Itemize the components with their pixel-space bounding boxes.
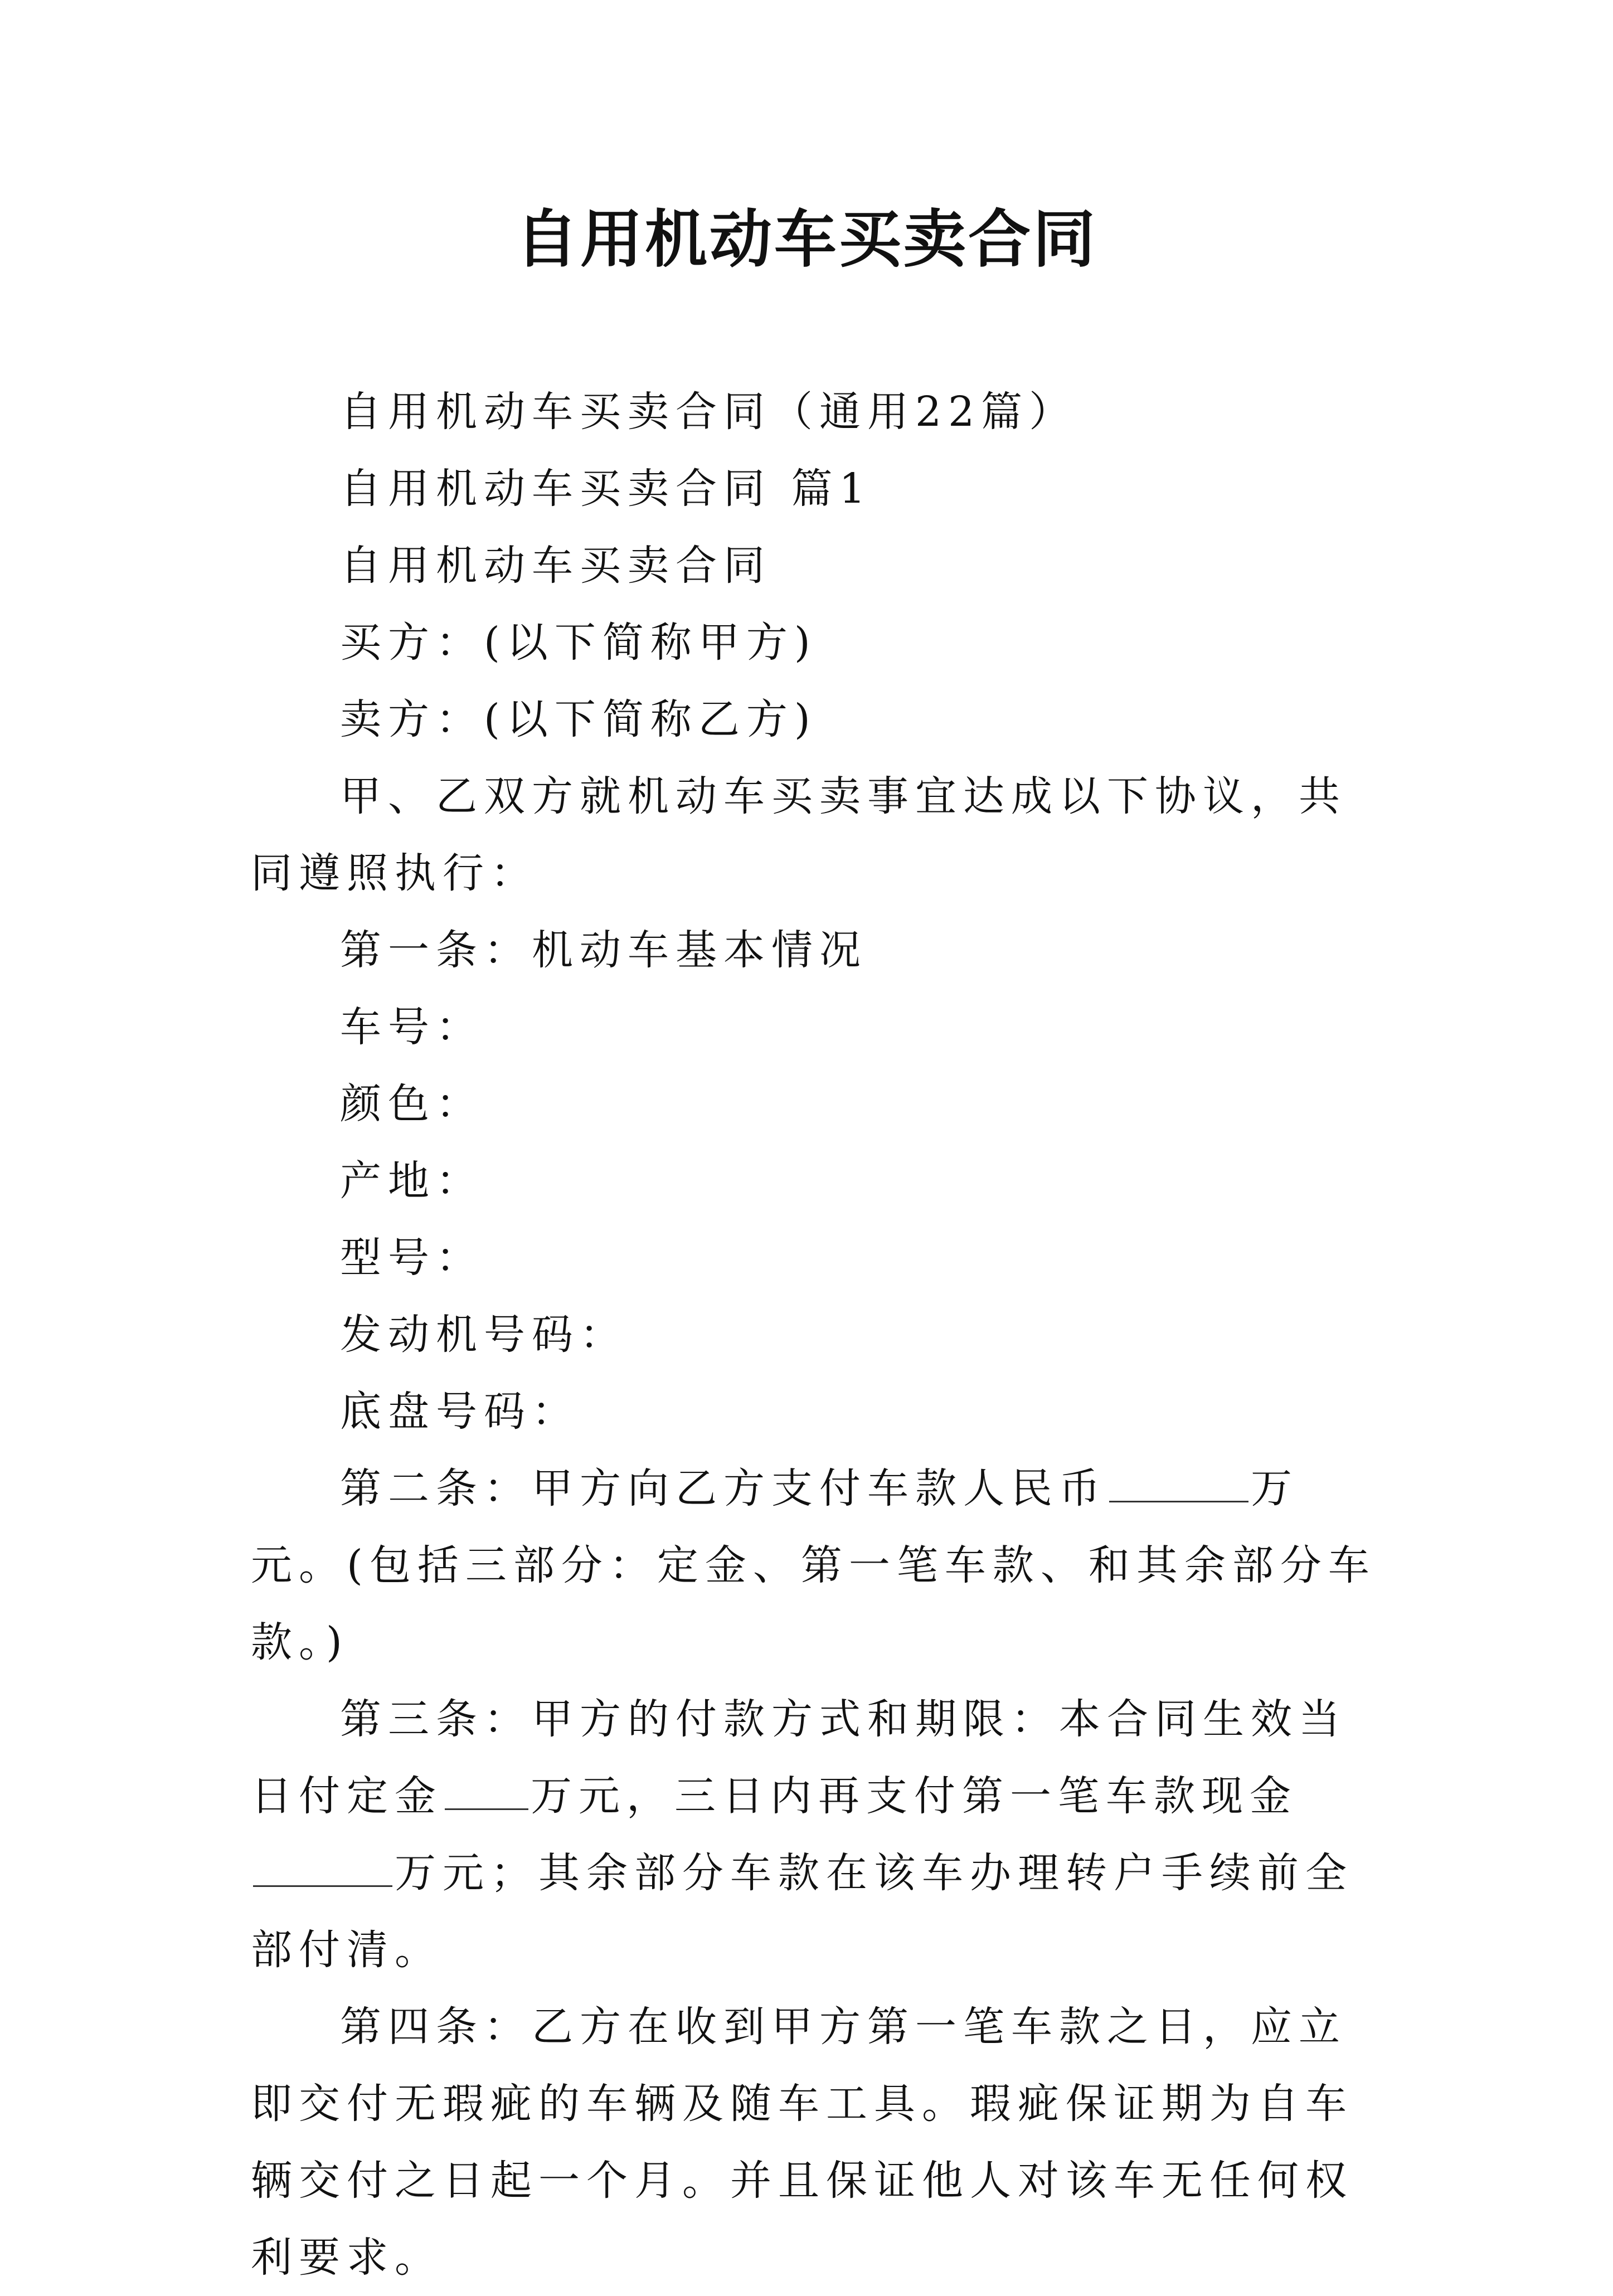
article-3: [251, 1681, 1377, 1988]
article-2-text-after: 万元。(包括三部分：定金、第一笔车款、和其余部分车款。): [251, 1465, 1376, 1666]
buyer-line: 买方：(以下简称甲方): [340, 619, 817, 667]
field-color: 颜色：: [340, 1080, 484, 1128]
article-3-text-1: 第三条：甲方的付款方式和期限：本合同生效当日付定金: [251, 1695, 1347, 1820]
article-2-text-before: 第二条：甲方向乙方支付车款人民币: [340, 1465, 1107, 1512]
field-origin: 产地：: [340, 1157, 484, 1205]
article-4: 第四条：乙方在收到甲方第一笔车款之日，应立即交付无瑕疵的车辆及随车工具。瑕疵保证期为自车辆交付之日起一个月。并且保证他人对该车无任何权利要求。: [251, 2003, 1353, 2282]
section-heading: 自用机动车买卖合同 篇1: [340, 465, 872, 513]
field-model: 型号：: [340, 1234, 484, 1282]
document-body: [251, 373, 1377, 2296]
deposit-blank: [445, 1808, 528, 1810]
article-3-text-3: 万元；其余部分车款在该车办理转户手续前全部付清。: [251, 1849, 1353, 1974]
article-3-text-2: 万元，三日内再支付第一笔车款现金: [531, 1772, 1298, 1820]
field-plate-number: 车号：: [340, 1003, 484, 1051]
contract-name: 自用机动车买卖合同: [340, 542, 771, 590]
document-title: 自用机动车买卖合同: [516, 203, 1097, 276]
field-engine-number: 发动机号码：: [340, 1311, 628, 1359]
agreement-intro: 甲、乙双方就机动车买卖事宜达成以下协议，共同遵照执行：: [251, 772, 1347, 897]
article-1-heading: 第一条：机动车基本情况: [340, 926, 867, 974]
amount-blank: [1109, 1500, 1248, 1502]
collection-heading: 自用机动车买卖合同（通用22篇）: [340, 388, 1077, 436]
article-2: [251, 1450, 1377, 1681]
seller-line: 卖方：(以下简称乙方): [340, 695, 817, 743]
field-chassis-number: 底盘号码：: [340, 1388, 580, 1436]
first-payment-blank: [253, 1885, 392, 1887]
